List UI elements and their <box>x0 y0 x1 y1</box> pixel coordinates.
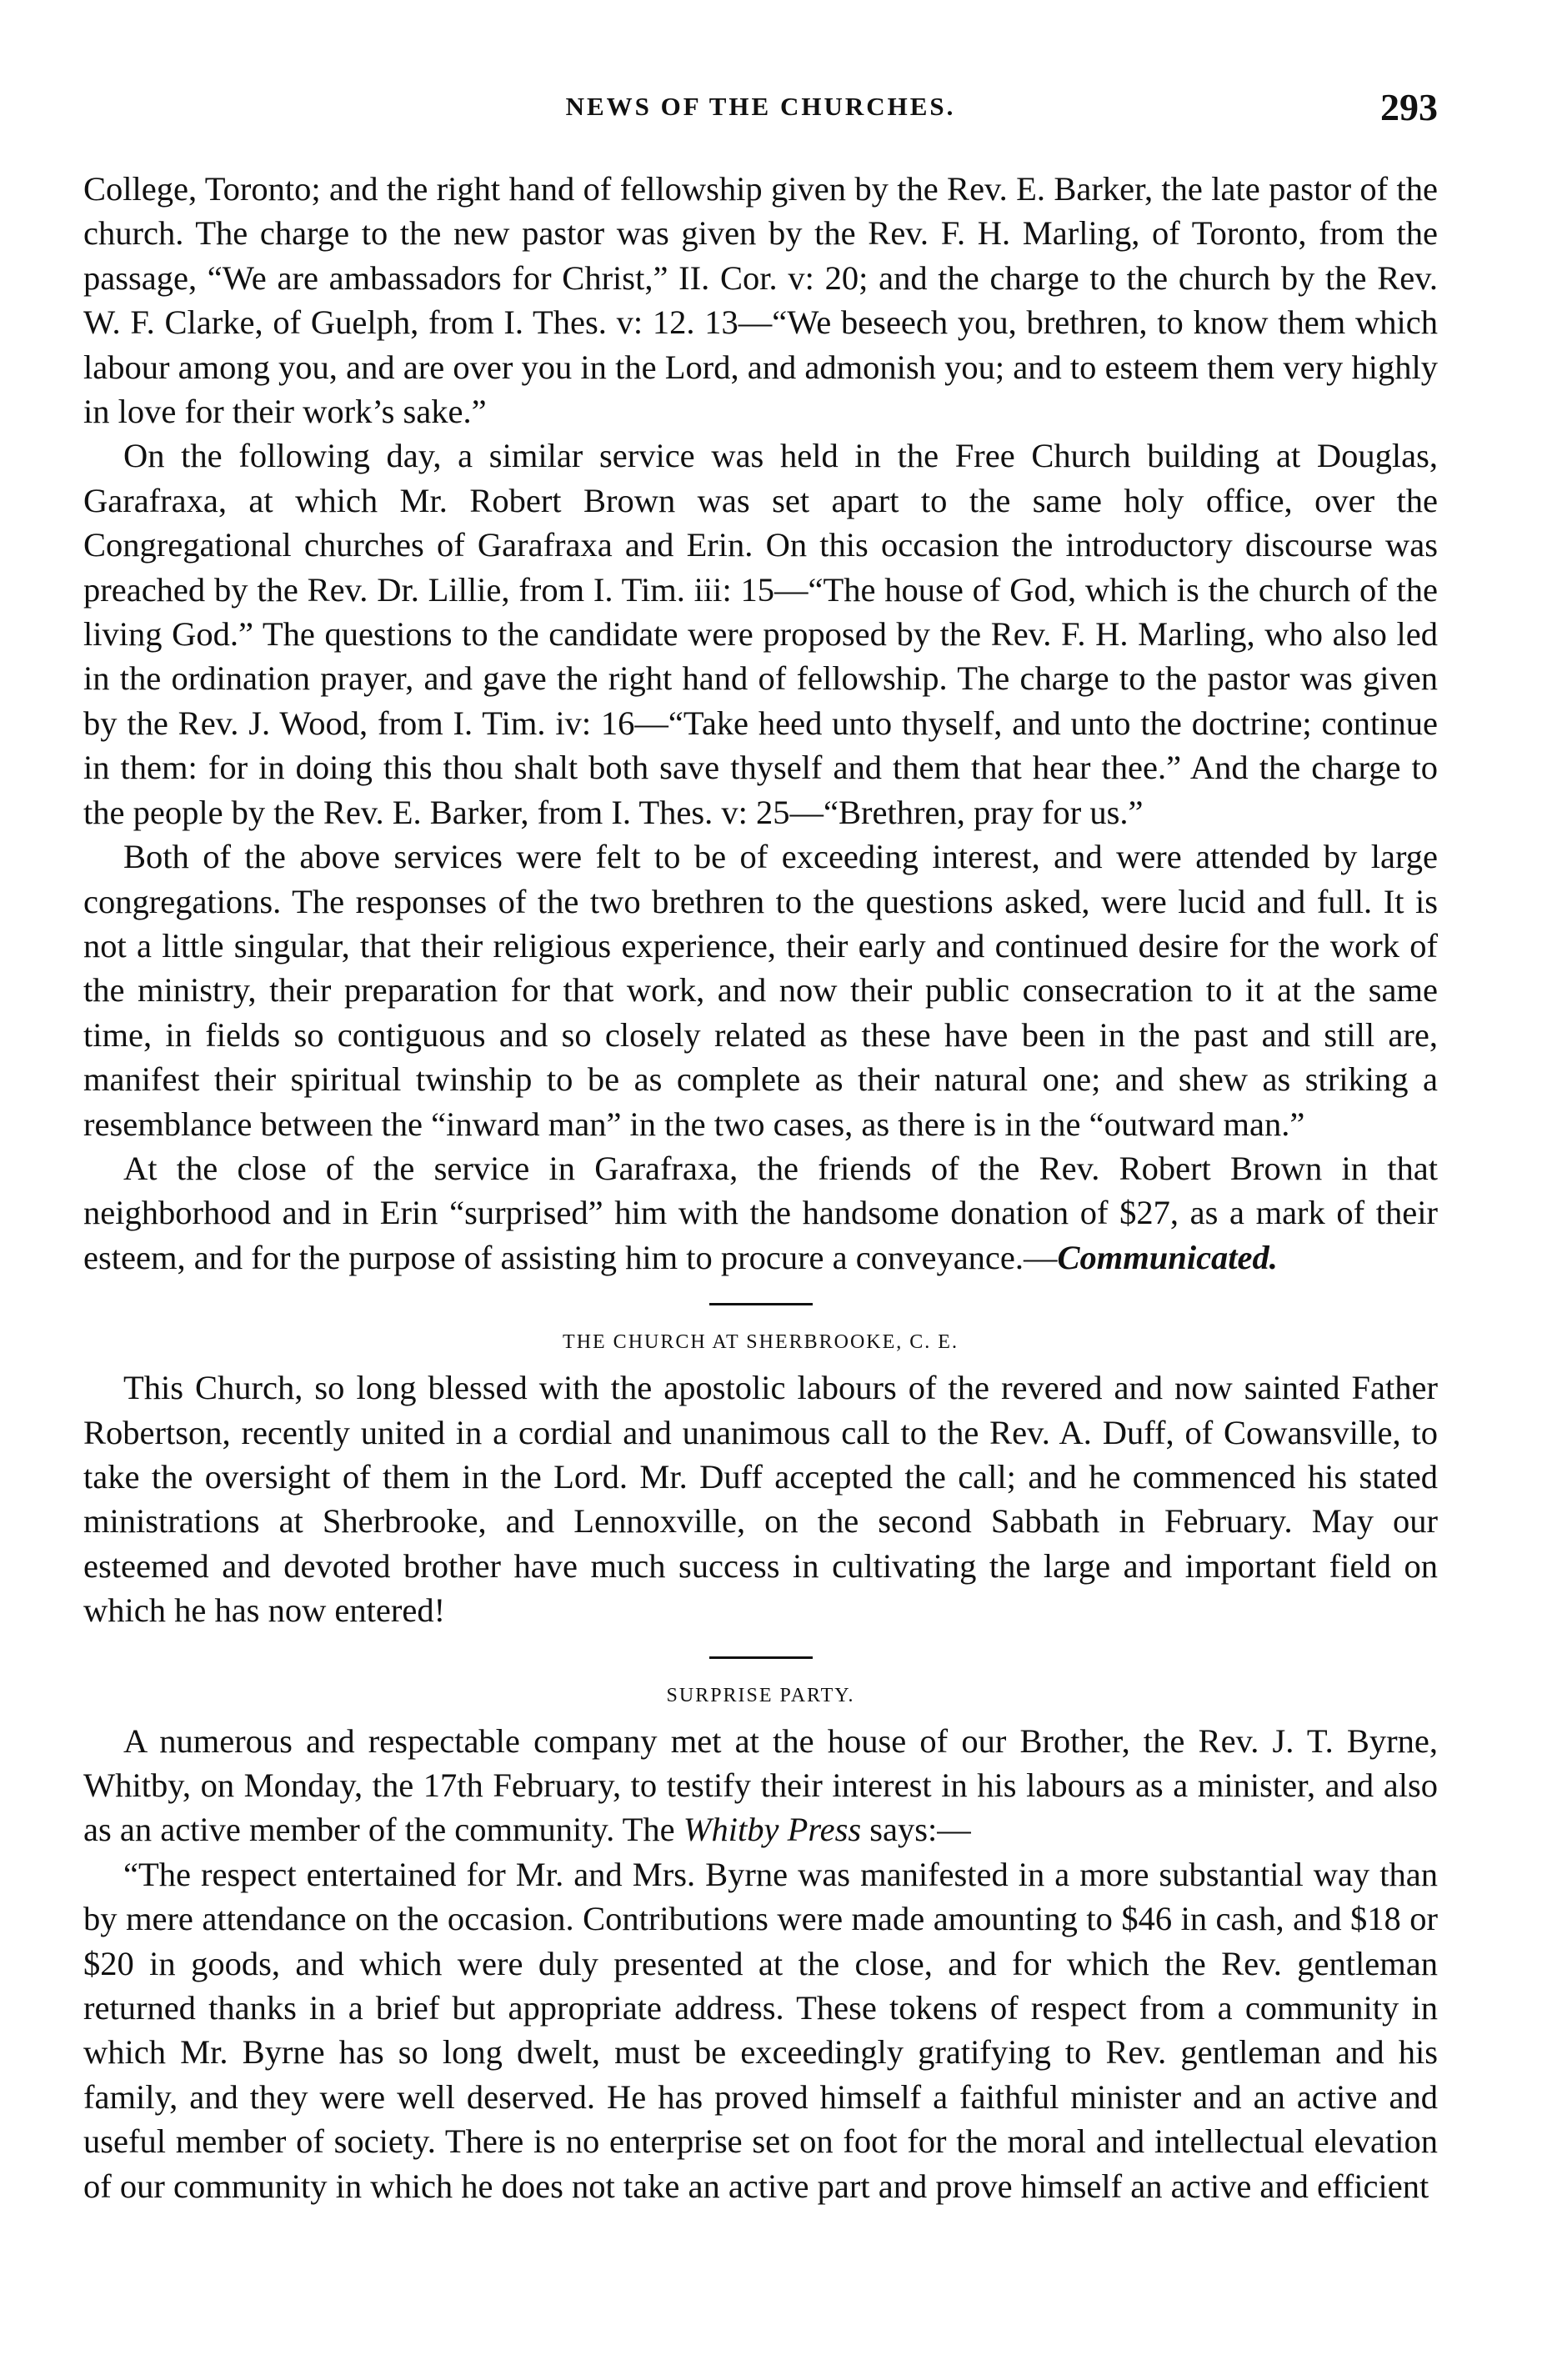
paragraph-text: says:— <box>861 1811 971 1849</box>
section-heading: THE CHURCH AT SHERBROOKE, C. E. <box>563 1331 959 1354</box>
section-heading: SURPRISE PARTY. <box>666 1684 855 1706</box>
section-divider <box>709 1656 813 1659</box>
signature-communicated: Communicated. <box>1057 1238 1278 1276</box>
page-number: 293 <box>1380 86 1438 128</box>
quoted-paragraph: “The respect entertained for Mr. and Mrs. Byrne was manifested in a more substantial way than by mere attendance on the occasion. Contributions were made amounting to $46 in cash, and $18 or $20 in goods, and which were duly presented at the close, and for which the Rev. gentleman returned thanks in a brief but appropriate address. These tokens of respect from a community in which Mr. Byrne has so long dwelt, must be exceedingly gratifying to Rev. gentleman and his family, and they were well deserved. He has proved himself a faithful minister and an active and useful member of society. There is no enterprise set on foot for the moral and intellectual elevation of our community in which he does not take an active part and prove himself an active and efficient <box>83 1855 1438 2205</box>
newspaper-title: Whitby Press <box>683 1811 862 1849</box>
paragraph <box>83 1719 1438 1852</box>
document-page <box>83 86 1438 2208</box>
running-title: NEWS OF THE CHURCHES. <box>565 92 956 121</box>
paragraph: This Church, so long blessed with the apostolic labours of the revered and now sainted Father Robertson, recently united in a cordial and unanimous call to the Rev. A. Duff, of Cowansville, to take the oversight of them in the Lord. Mr. Duff accepted the call; and he commenced his stated ministrations at Sherbrooke, and Lennoxville, on the second Sabbath in February. May our esteemed and devoted brother have much success in cultivating the large and important field on which he has now entered! <box>83 1369 1438 1630</box>
paragraph <box>83 1146 1438 1280</box>
surprise-party-section <box>83 1679 1438 2208</box>
paragraph-text: At the close of the service in Garafraxa, the friends of the Rev. Robert Brown in that neighborhood and in Erin “surprised” him with the handsome donation of $27, as a mark of their esteem, and for the purpose of assisting him to procure a conveyance.— <box>83 1149 1438 1276</box>
running-header <box>83 86 1438 142</box>
paragraph-text: A numerous and respectable company met at the house of our Brother, the Rev. J. T. Byrne, Whitby, on Monday, the 17th February, to testify their interest in his labours as a minister, and also as an active member of the community. The <box>83 1721 1438 1849</box>
section-divider <box>709 1303 813 1305</box>
ordination-report <box>83 167 1438 1280</box>
paragraph: Both of the above services were felt to be of exceeding interest, and were attended by large congregations. The responses of the two brethren to the questions asked, were lucid and full. It is not a little singular, that their religious experience, their early and continued desire for the work of the ministry, their preparation for that work, and now their public consecration to it at the same time, in fields so contiguous and so closely related as these have been in the past and still are, manifest their spiritual twinship to be as complete as their natural one; and shew as striking a resemblance between the “inward man” in the two cases, as there is in the “outward man.” <box>83 838 1438 1143</box>
sherbrooke-section <box>83 1325 1438 1632</box>
paragraph: College, Toronto; and the right hand of fellowship given by the Rev. E. Barker, the late pastor of the church. The charge to the new pastor was given by the Rev. F. H. Marling, of Toronto, from the passage, “We are ambassadors for Christ,” II. Cor. v: 20; and the charge to the church by the Rev. W. F. Clarke, of Guelph, from I. Thes. v: 12. 13—“We beseech you, brethren, to know them which labour among you, and are over you in the Lord, and admonish you; and to esteem them very highly in love for their work’s sake.” <box>83 170 1438 431</box>
paragraph: On the following day, a similar service was held in the Free Church building at Douglas, Garafraxa, at which Mr. Robert Brown was set apart to the same holy office, over the Congregational churches of Garafraxa and Erin. On this occasion the introductory discourse was preached by the Rev. Dr. Lillie, from I. Tim. iii: 15—“The house of God, which is the church of the living God.” The questions to the candidate were proposed by the Rev. F. H. Marling, who also led in the ordination prayer, and gave the right hand of fellowship. The charge to the pastor was given by the Rev. J. Wood, from I. Tim. iv: 16—“Take heed unto thyself, and unto the doctrine; continue in them: for in doing this thou shalt both save thyself and them that hear thee.” And the charge to the people by the Rev. E. Barker, from I. Thes. v: 25—“Brethren, pray for us.” <box>83 437 1438 831</box>
